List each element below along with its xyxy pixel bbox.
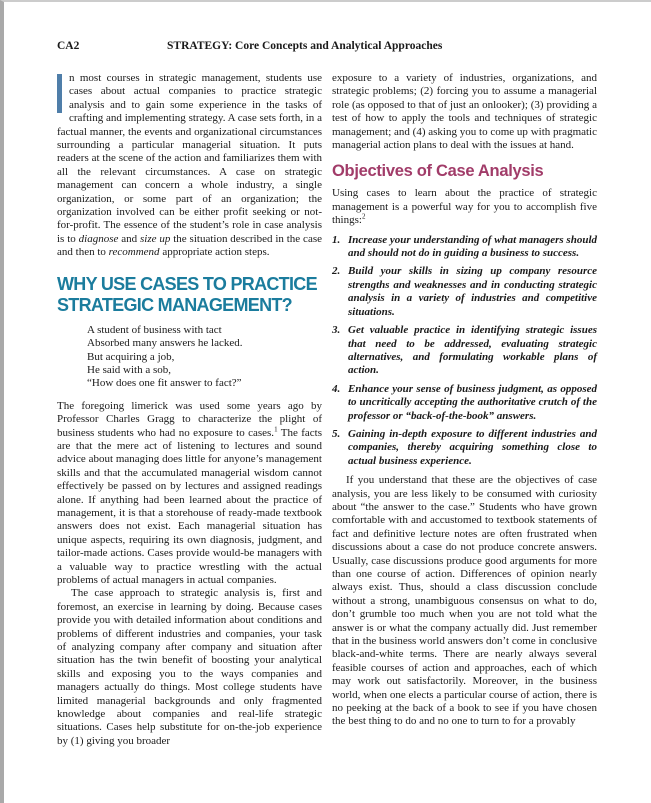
list-item-number: 4. — [332, 382, 341, 395]
list-item — [332, 324, 597, 378]
paragraph-text: the situation described in the case and then to — [57, 232, 322, 259]
page-number: CA2 — [57, 40, 80, 52]
poem-line: A student of business with tact — [87, 323, 222, 336]
list-item-text: Increase your understanding of what managers should and should not do in guiding a business to success. — [348, 233, 597, 260]
paragraph-understand-objectives: If you understand that these are the objectives of case analysis, you are less likely to be consumed with curiosity about “the answer to the case.” Students who have grown comfortable with and accustomed to textbook statements of fact and definitive lecture notes are often frustrated when discussions about a case do not produce concrete answers. Usually, case discussions produce good arguments for more than one course of action. Differences of opinion nearly always exist. Thus, should a class discussion conclude without a strong, unambiguous consensus on what to do, don’t grumble too much when you are not told what the answer is or what the company actually did. Just remember that in the business world answers don’t come in conclusive black-and-white terms. There are nearly always several feasible courses of action and approaches, each of which may work out satisfactorily. Moreover, in the business world, when one elects a particular course of action, there is no peeking at the back of a book to see if you have chosen the best thing to do and no one to turn to for a provably — [332, 474, 597, 728]
list-item-number: 1. — [332, 233, 341, 246]
running-header — [57, 40, 593, 52]
objectives-list — [332, 234, 597, 469]
limerick-poem — [87, 324, 322, 391]
paragraph-using-cases — [332, 187, 597, 227]
right-column — [332, 72, 597, 748]
paragraph-text: and — [118, 232, 140, 245]
italic-word-size-up: size up — [140, 232, 171, 245]
heading-line-1: WHY USE CASES TO PRACTICE — [57, 273, 317, 294]
paragraph-text: The facts are that the mere act of listening to lectures and sound advice about managing does little for anyone’s management skills and that the accumulated managerial wisdom cannot effectively be passed on by lectures and assigned readings alone. If anything had been learned about the practice of management, it is that a storehouse of ready-made textbook answers does not exist. Each managerial situation has unique aspects, requiring its own diagnosis, judgment, and tailor-made actions. Cases provide would-be managers with a valuable way to practice wrestling with the actual problems of actual managers in actual companies. — [57, 426, 322, 586]
list-item-text: Gaining in-depth exposure to different industries and companies, thereby acquiring something close to actual business experience. — [348, 427, 597, 467]
list-item-number: 3. — [332, 324, 341, 337]
list-item-number: 2. — [332, 265, 341, 278]
poem-line: But acquiring a job, — [87, 350, 175, 363]
paragraph-text: n most courses in strategic management, students use cases about actual companies to practice strategic analysis and to gain some experience in the tasks of crafting and implementing strategy. A case sets forth, in a factual manner, the events and organizational circumstances surrounding a particular managerial situation. It puts readers at the scene of the action and familiarizes them with all the relevant circumstances. A case on strategic management can concern a whole industry, a single organization, or some part of an organization; the organization involved can be either profit seeking or not-for-profit. The essence of the student’s role in case analysis is to — [57, 72, 322, 245]
paragraph-text: The foregoing limerick was used some years ago by Professor Charles Gragg to characterize the plight of business students who had no exposure to cases. — [57, 399, 322, 439]
section-heading-objectives: Objectives of Case Analysis — [332, 162, 544, 181]
list-item — [332, 383, 597, 423]
list-item — [332, 265, 597, 319]
list-item-text: Build your skills in sizing up company resource strengths and weaknesses and in conducting strategic analysis in a variety of industries and competitive situations. — [348, 265, 597, 318]
list-item-text: Enhance your sense of business judgment, as opposed to uncritically accepting the authoritative crutch of the professor or “back-of-the-book” answers. — [348, 382, 597, 422]
list-item — [332, 234, 597, 261]
section-heading-why-use-cases — [57, 274, 322, 316]
list-item-text: Get valuable practice in identifying strategic issues that need to be addressed, evaluating strategic alternatives, and formulating workable plans of action. — [348, 324, 597, 377]
italic-word-recommend: recommend — [108, 246, 160, 259]
paragraph-exposure: exposure to a variety of industries, organizations, and strategic problems; (2) forcing you to assume a managerial role (as opposed to that of just an onlooker); (3) providing a test of how to apply the tools and techniques of strategic management; and (4) asking you to come up with pragmatic managerial action plans to deal with the issues at hand. — [332, 72, 597, 152]
left-column — [57, 72, 322, 748]
paragraph-text: appropriate action steps. — [159, 246, 270, 259]
list-item — [332, 428, 597, 468]
footnote-ref-2: 2 — [361, 212, 366, 221]
poem-line: Absorbed many answers he lacked. — [87, 337, 243, 350]
footnote-ref-1: 1 — [274, 424, 278, 433]
heading-line-2: STRATEGIC MANAGEMENT? — [57, 294, 292, 315]
paragraph-limerick-discussion — [57, 400, 322, 588]
poem-line: “How does one fit answer to fact?” — [87, 377, 242, 390]
paragraph-text: Using cases to learn about the practice of strategic management is a powerful way for you to accomplish five things: — [332, 187, 597, 227]
list-item-number: 5. — [332, 427, 341, 440]
page-content — [4, 2, 651, 748]
paragraph-intro — [57, 72, 322, 260]
running-title: STRATEGY: Core Concepts and Analytical Approaches — [167, 40, 443, 52]
poem-line: He said with a sob, — [87, 363, 172, 376]
two-column-layout — [57, 72, 597, 748]
paragraph-case-approach: The case approach to strategic analysis is, first and foremost, an exercise in learning by doing. Because cases provide you with detailed information about conditions and problems of different industries and companies, your task of analyzing company after company and situation after situation has the twin benefit of boosting your analytical skills and exposing you to the ways companies and managers actually do things. Most college students have limited managerial backgrounds and only fragmented knowledge about companies and real-life strategic situations. Cases help substitute for on-the-job experience by (1) giving you broader — [57, 587, 322, 747]
italic-word-diagnose: diagnose — [78, 232, 119, 245]
dropcap-letter-i — [57, 74, 62, 113]
